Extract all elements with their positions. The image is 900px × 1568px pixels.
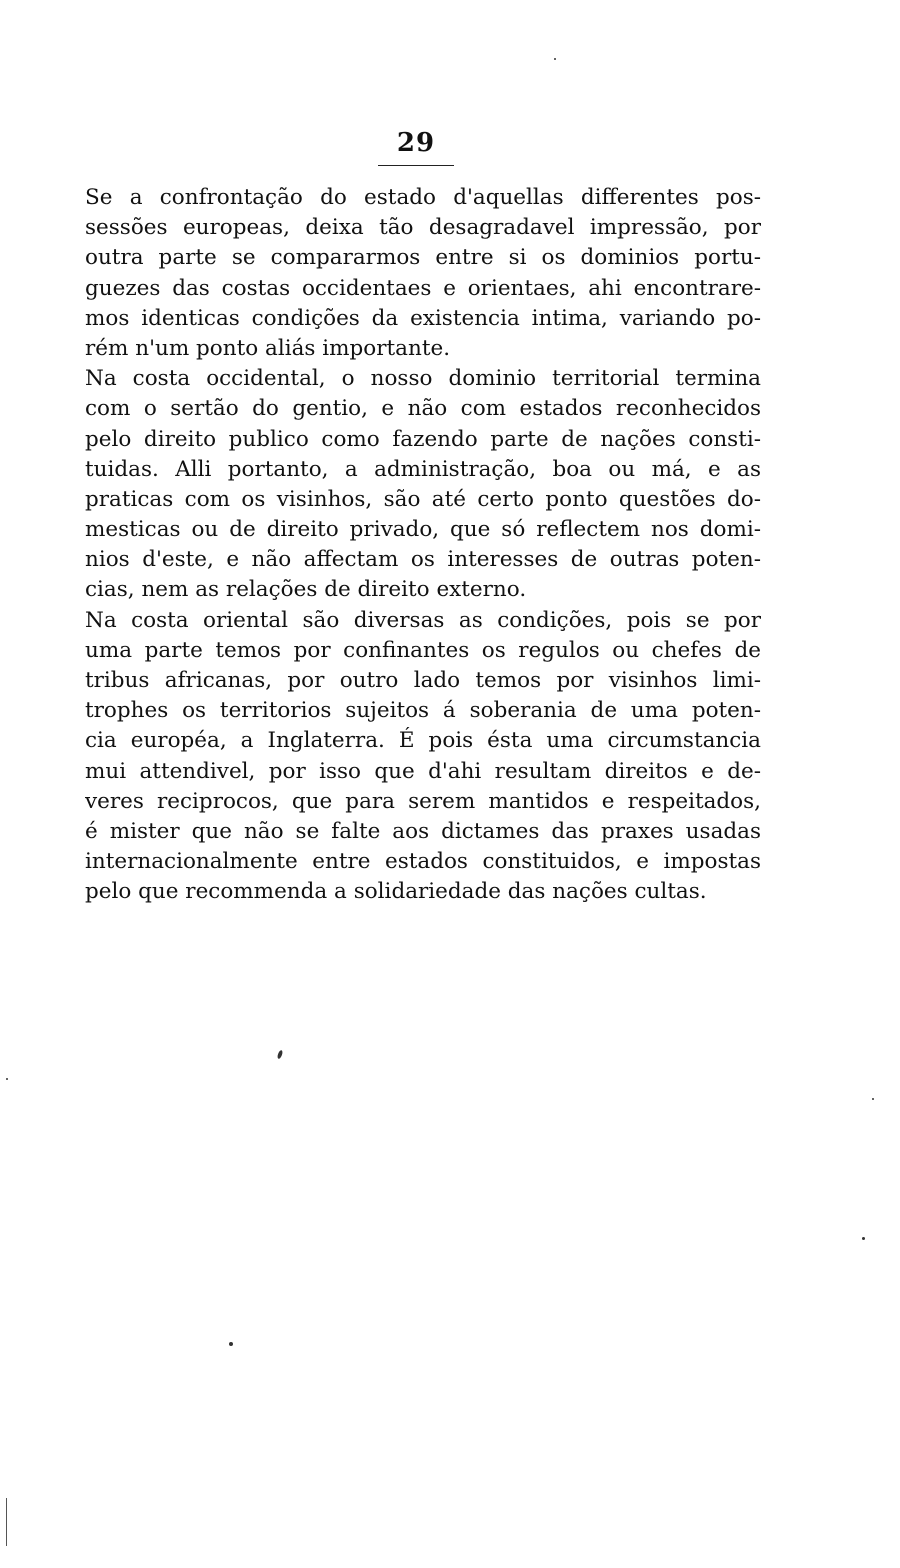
- text-line: mesticas ou de direito privado, que só reflectem nos domi-: [85, 517, 761, 543]
- text-line: rém n'um ponto aliás importante.: [85, 335, 451, 361]
- text-line: é mister que não se falte aos dictames das praxes usadas: [85, 818, 761, 844]
- ink-speck: [6, 1078, 8, 1080]
- text-line: nios d'este, e não affectam os interesses de outras poten-: [85, 547, 761, 573]
- scan-edge-mark: [6, 1498, 7, 1546]
- ink-speck: [862, 1237, 865, 1240]
- text-line: outra parte se compararmos entre si os dominios portu-: [85, 245, 761, 271]
- text-line: guezes das costas occidentaes e orientaes, ahi encontrare-: [85, 275, 761, 301]
- page-number-rule: [378, 165, 454, 166]
- text-line: mos identicas condições da existencia intima, variando po-: [85, 305, 761, 331]
- text-line: com o sertão do gentio, e não com estados reconhecidos: [85, 396, 761, 422]
- text-line: veres reciprocos, que para serem mantidos e respeitados,: [85, 788, 761, 814]
- ink-speck: [872, 1098, 874, 1100]
- page-number: 29: [396, 128, 436, 158]
- text-line: Na costa oriental são diversas as condições, pois se por: [85, 607, 761, 633]
- text-line: pelo que recommenda a solidariedade das nações cultas.: [85, 879, 707, 905]
- paragraph-2: [85, 364, 761, 606]
- ink-speck: [277, 1050, 284, 1060]
- paragraph-3: [85, 606, 761, 908]
- text-line: trophes os territorios sujeitos á soberania de uma poten-: [85, 698, 761, 724]
- body-text: [85, 183, 761, 908]
- text-line: uma parte temos por confinantes os regulos ou chefes de: [85, 637, 761, 663]
- text-line: internacionalmente entre estados constituidos, e impostas: [85, 849, 761, 875]
- text-line: cia européa, a Inglaterra. É pois ésta uma circumstancia: [85, 728, 761, 754]
- text-line: pelo direito publico como fazendo parte de nações consti-: [85, 426, 761, 452]
- text-line: Se a confrontação do estado d'aquellas differentes pos-: [85, 185, 761, 210]
- paragraph-1: [85, 183, 761, 364]
- text-line: Na costa occidental, o nosso dominio territorial termina: [85, 366, 761, 392]
- text-line: tuidas. Alli portanto, a administração, boa ou má, e as: [85, 456, 761, 482]
- text-line: sessões europeas, deixa tão desagradavel impressão, por: [85, 215, 761, 241]
- text-line: mui attendivel, por isso que d'ahi resultam direitos e de-: [85, 758, 761, 784]
- text-line: praticas com os visinhos, são até certo ponto questões do-: [85, 486, 761, 512]
- ink-speck: [554, 58, 556, 60]
- ink-speck: [229, 1342, 233, 1346]
- text-line: tribus africanas, por outro lado temos por visinhos limi-: [85, 668, 761, 693]
- text-line: cias, nem as relações de direito externo.: [85, 577, 527, 603]
